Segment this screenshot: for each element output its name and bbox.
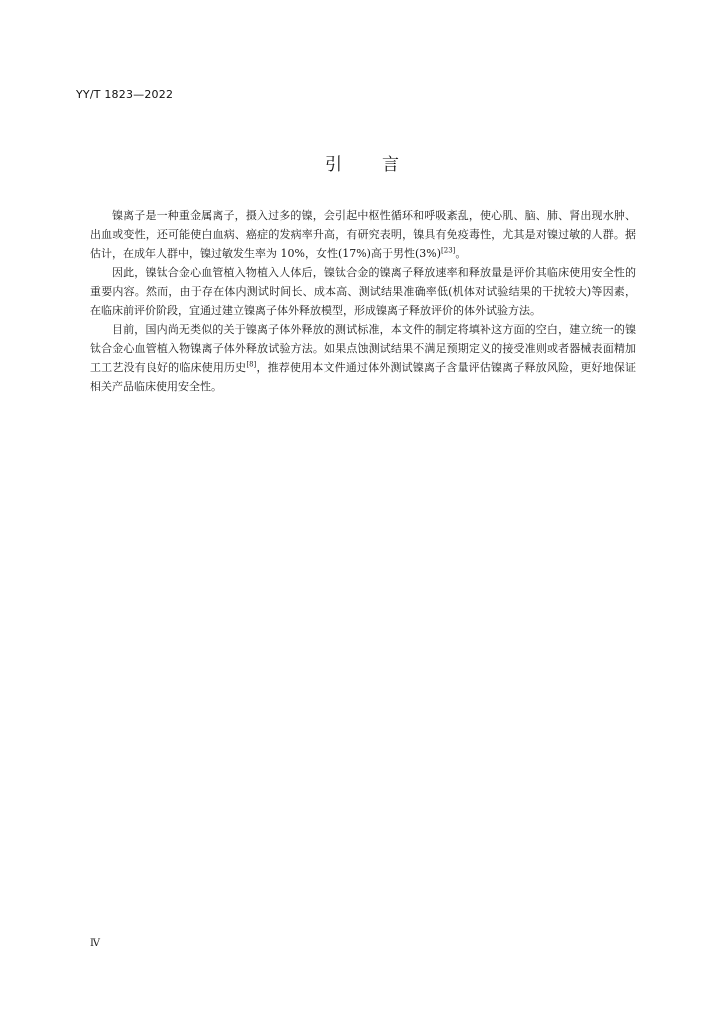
paragraph-1 (90, 206, 636, 263)
citation-ref: [8] (246, 360, 257, 369)
paragraph-3-tail: ，推荐使用本文件通过体外测试镍离子含量评估镍离子释放风险，更好地保证相关产品临床使用安全性。 (90, 361, 637, 393)
paragraph-2-text: 因此，镍钛合金心血管植入物植入人体后，镍钛合金的镍离子释放速率和释放量是评价其临床使用安全性的重要内容。然而，由于存在体内测试时间长、成本高、测试结果准确率低(机体对试验结果的干扰较大)等因素，在临床前评价阶段，宜通过建立镍离子体外释放模型，形成镍离子释放评价的体外试验方法。 (90, 266, 636, 317)
standard-code-header: YY/T 1823—2022 (76, 88, 174, 101)
paragraph-1-text: 镍离子是一种重金属离子，摄入过多的镍，会引起中枢性循环和呼吸紊乱，使心肌、脑、肺、肾出现水肿、出血或变性，还可能使白血病、癌症的发病率升高，有研究表明，镍具有免疫毒性，尤其是对镍过敏的人群。据估计，在成年人群中，镍过敏发生率为 10%，女性(17%)高于男性(3%) (90, 209, 636, 260)
paragraph-3 (90, 320, 636, 396)
paragraph-2 (90, 263, 636, 320)
page-number: Ⅳ (90, 938, 100, 949)
paragraph-3-text: 目前，国内尚无类似的关于镍离子体外释放的测试标准，本文件的制定将填补这方面的空白，建立统一的镍钛合金心血管植入物镍离子体外释放试验方法。如果点蚀测试结果不满足预期定义的接受准则或者器械表面精加工工艺没有良好的临床使用历史 (90, 323, 636, 374)
introduction-body (90, 206, 636, 396)
paragraph-1-tail: 。 (455, 247, 467, 260)
page-title: 引言 (325, 155, 439, 175)
citation-ref: [23] (441, 246, 456, 255)
